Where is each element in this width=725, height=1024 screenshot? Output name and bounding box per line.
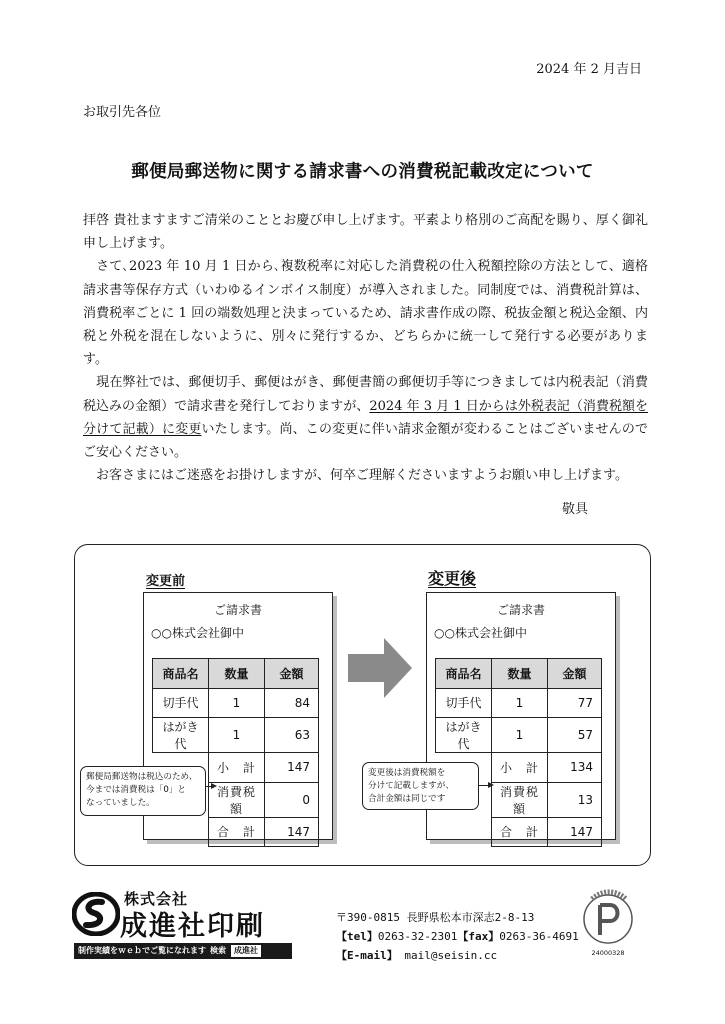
table-row: 切手代 1 84: [153, 688, 319, 718]
closing-phrase: 敬具: [561, 502, 588, 517]
privacy-mark-number: 24000328: [591, 949, 625, 957]
tax-row: 消費税額 0: [153, 782, 319, 817]
total-row: 合 計 147: [153, 817, 319, 847]
company-logo-icon: [72, 892, 120, 936]
invoice-title: ご請求書: [496, 603, 545, 617]
tax-row: 消費税額 13: [436, 782, 602, 817]
document-date: 2024 年 2 月吉日: [536, 62, 642, 77]
header-item: 商品名: [436, 659, 492, 689]
header-quantity: 数量: [209, 659, 265, 689]
note-after: 変更後は消費税額を 分けて記載しますが、 合計金額は同じです: [362, 762, 479, 810]
invoice-recipient: ○○株式会社御中: [151, 626, 244, 640]
header-amount: 金額: [265, 659, 319, 689]
document-title: 郵便局郵送物に関する請求書への消費税記載改定について: [131, 162, 594, 182]
paragraph-change: 現在弊社では、郵便切手、郵便はがき、郵便書簡の郵便切手等につきましては内税表記（消費税込みの金額）で請求書を発行しておりますが、2024 年 3 月 1 日からは外税表記（消費税額を分けて記載）に変更いたします。尚、この変更に伴い請求金額が変わることはございませんのでご安心ください。: [83, 375, 648, 461]
paragraph-request: お客さまにはご迷惑をお掛けしますが、何卒ご理解くださいますようお願い申し上げます。: [96, 468, 628, 484]
paragraph-background: さて､2023 年 10 月 1 日から､複数税率に対応した消費税の仕入税額控除の方法として、適格請求書等保存方式（いわゆるインボイス制度）が導入されました。同制度では、消費税計算は、消費税率ごとに 1 回の端数処理と決まっているため、請求書作成の際、税抜金額と税込金額、内税と外税を混在しないように、別々に発行するか、どちらかに統一して発行する必要があります。: [83, 259, 648, 368]
table-row: はがき代 1 63: [153, 718, 319, 753]
total-row: 合 計 147: [436, 817, 602, 847]
header-amount: 金額: [548, 659, 602, 689]
contact-info: [336, 908, 579, 965]
letter-body: [83, 209, 648, 487]
note-pointer-icon: [206, 786, 212, 787]
invoice-title: ご請求書: [213, 603, 262, 617]
subtotal-row: 小 計 134: [436, 753, 602, 783]
after-label: 変更後: [428, 569, 477, 588]
invoice-table-before: [152, 658, 319, 847]
header-quantity: 数量: [492, 659, 548, 689]
note-pointer-icon: [479, 785, 489, 786]
underlined-change-notice: 2024 年 3 月 1 日からは外税表記（消費税額を分けて記載）に変更: [83, 398, 648, 437]
search-label: 検索: [210, 946, 226, 955]
invoice-table-after: [435, 658, 602, 847]
note-before: 郵便局郵送物は税込のため、 今までは消費税は「0」と なっていました。: [80, 766, 206, 816]
addressee: お取引先各位: [83, 105, 162, 120]
company-name: 成進社印刷: [120, 911, 265, 942]
company-type: 株式会社: [124, 890, 189, 908]
web-banner: 制作実績をｗｅｂでご覧になれます 検索 成進社: [74, 943, 292, 959]
address: 〒390-0815 長野県松本市深志2-8-13: [336, 911, 535, 924]
phone-fax: 【tel】0263-32-2301【fax】0263-36-4691: [336, 930, 579, 943]
table-row: 切手代 1 77: [436, 688, 602, 718]
table-row: はがき代 1 57: [436, 718, 602, 753]
paragraph-greeting: 拝啓 貴社ますますご清栄のこととお慶び申し上げます。平素より格別のご高配を賜り、厚く御礼申し上げます。: [83, 213, 648, 252]
privacy-mark-icon: [578, 887, 638, 949]
subtotal-row: 小 計 147: [153, 753, 319, 783]
email: 【E-mail】 mail@seisin.cc: [336, 949, 498, 962]
header-item: 商品名: [153, 659, 209, 689]
before-label: 変更前: [146, 574, 186, 589]
invoice-recipient: ○○株式会社御中: [434, 626, 527, 640]
search-keyword: 成進社: [231, 945, 261, 957]
right-arrow-icon: [348, 638, 414, 698]
